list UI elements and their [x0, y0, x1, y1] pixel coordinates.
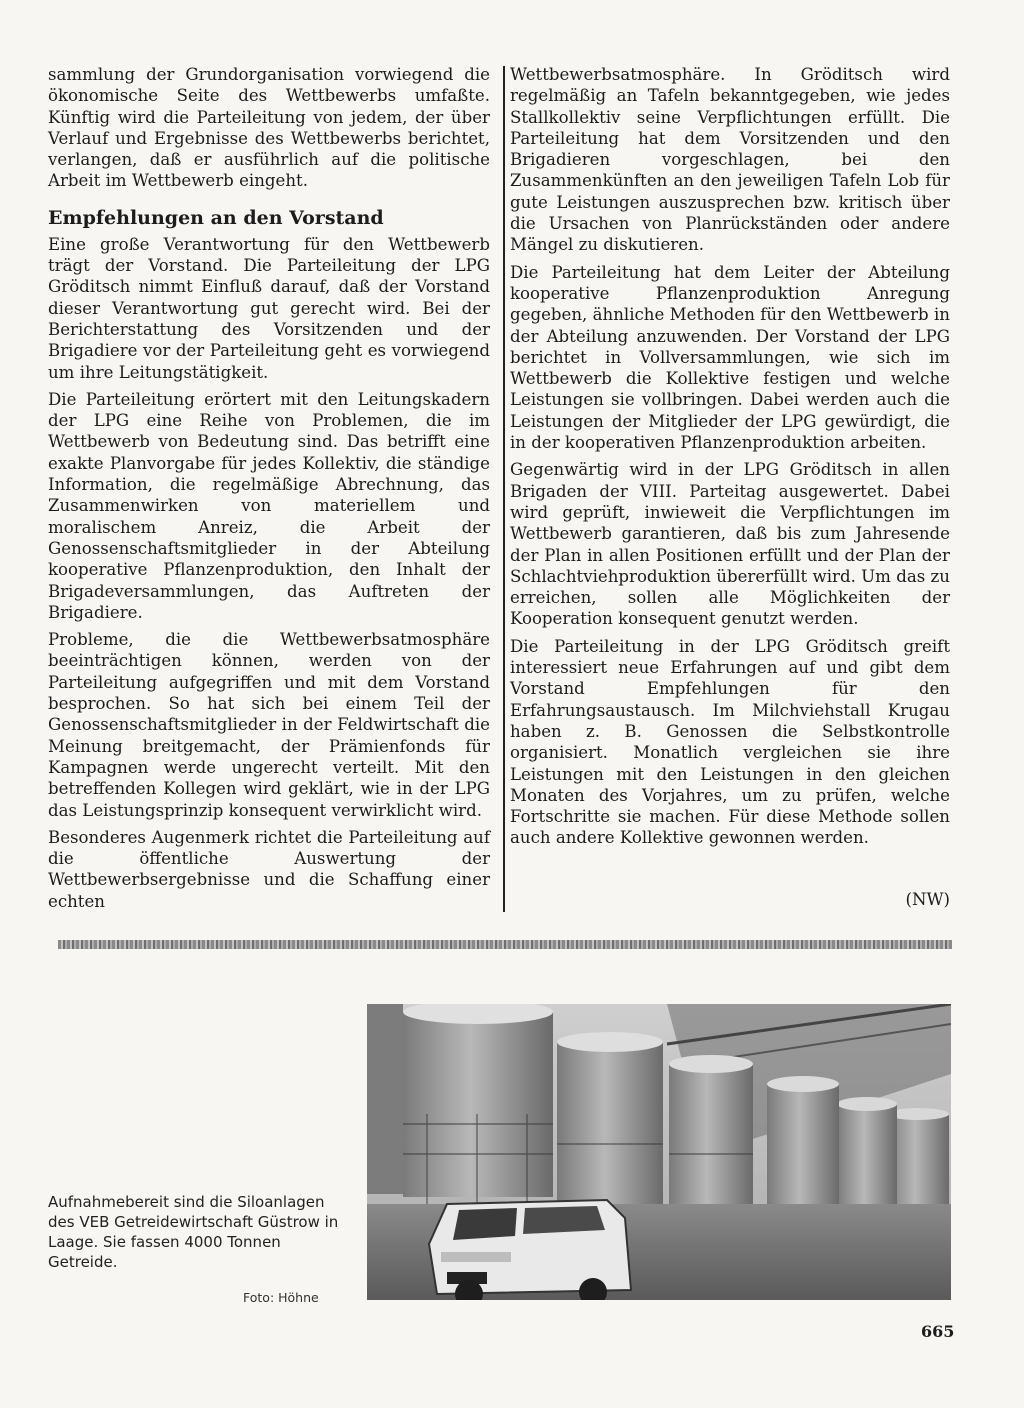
decorative-band: [58, 940, 952, 949]
page-number: 665: [921, 1322, 955, 1341]
paragraph: Wettbewerbsatmosphäre. In Gröditsch wird regelmäßig an Tafeln bekanntgegeben, wie jedes Stallkollektiv seine Verpflichtungen erfüllt. Die Parteileitung hat dem Vorsitzenden und den Brigadieren vorgeschlagen, bei den Zusammenkünften an den jeweiligen Tafeln Lob für gute Leistungen auszusprechen bzw. kritisch über die Ursachen von Planrückständen oder andere Mängel zu diskutieren.: [510, 65, 950, 255]
silo-photo-illustration: [367, 1004, 951, 1300]
photo-credit: Foto: Höhne: [243, 1290, 319, 1305]
paragraph: Gegenwärtig wird in der LPG Gröditsch in allen Brigaden der VIII. Parteitag ausgewertet. Dabei wird geprüft, inwieweit die Verpflichtungen im Wettbewerb garantieren, daß bis zum Jahresende der Plan in allen Positionen erfüllt und der Plan der Schlachtviehproduktion übererfüllt wird. Um das zu erreichen, sollen alle Möglichkeiten der Kooperation konsequent genutzt werden.: [510, 460, 950, 629]
paragraph: Die Parteileitung erörtert mit den Leitungskadern der LPG eine Reihe von Problemen, die im Wettbewerb von Bedeutung sind. Das betrifft eine exakte Planvorgabe für jedes Kollektiv, die ständige Information, die regelmäßige Abrechnung, das Zusammenwirken von materiellem und moralischem Anreiz, die Arbeit der Genossenschaftsmitglieder in der Abteilung kooperative Pflanzenproduktion, den Inhalt der Brigadeversammlungen, das Auftreten der Brigadiere.: [48, 389, 490, 622]
paragraph: Besonderes Augenmerk richtet die Parteileitung auf die öffentliche Auswertung der Wettbewerbsergebnisse und die Schaffung einer echten: [48, 827, 490, 911]
paragraph: Probleme, die die Wettbewerbsatmosphäre beeinträchtigen können, werden von der Parteileitung aufgegriffen und mit dem Vorstand besprochen. So hat sich bei einem Teil der Genossenschaftsmitglieder in der Feldwirtschaft die Meinung breitgemacht, der Prämienfonds für Kampagnen werde ungerecht verteilt. Mit den betreffenden Kollegen wird geklärt, wie in der LPG das Leistungsprinzip konsequent verwirklicht wird.: [48, 630, 490, 820]
right-column: [510, 64, 950, 855]
paragraph: Die Parteileitung in der LPG Gröditsch greift interessiert neue Erfahrungen auf und gibt dem Vorstand Empfehlungen für den Erfahrungsaustausch. Im Milchviehstall Krugau haben z. B. Genossen die Selbstkontrolle organisiert. Monatlich vergleichen sie ihre Leistungen mit den Leistungen in den gleichen Monaten des Vorjahres, um zu prüfen, welche Fortschritte sie machen. Für diese Methode sollen auch andere Kollektive gewonnen werden.: [510, 636, 950, 848]
paragraph: Eine große Verantwortung für den Wettbewerb trägt der Vorstand. Die Parteileitung der LPG Gröditsch nimmt Einfluß darauf, daß der Vorstand dieser Verantwortung gut gerecht wird. Bei der Berichterstattung des Vorsitzenden und der Brigadiere vor der Parteileitung geht es vorwiegend um ihre Leitungstätigkeit.: [48, 234, 490, 382]
left-column: [48, 64, 490, 918]
van-shape: [429, 1200, 631, 1300]
photo-caption: Aufnahmebereit sind die Siloanlagen des VEB Getreidewirtschaft Güstrow in Laage. Sie fassen 4000 Tonnen Getreide.: [48, 1193, 339, 1271]
intro-paragraph: sammlung der Grundorganisation vorwiegend die ökonomische Seite des Wettbewerbs umfaßte. Künftig wird die Parteileitung von jedem, der über Verlauf und Ergebnisse des Wettbewerbs berichtet, verlangen, daß er ausführlich auf die politische Arbeit im Wettbewerb eingeht.: [48, 65, 490, 191]
photo-silos: [367, 1004, 951, 1300]
section-heading: Empfehlungen an den Vorstand: [48, 206, 384, 229]
column-divider: [503, 66, 505, 912]
paragraph: Die Parteileitung hat dem Leiter der Abteilung kooperative Pflanzenproduktion Anregung gegeben, ähnliche Methoden für den Wettbewerb in der Abteilung anzuwenden. Der Vorstand der LPG berichtet in Vollversammlungen, wie sich im Wettbewerb die Kollektive festigen und welche Leistungen sie vollbringen. Dabei werden auch die Leistungen der Mitglieder der LPG gewürdigt, die in der kooperativen Pflanzenproduktion arbeiten.: [510, 262, 950, 453]
author-signature: (NW): [905, 890, 950, 909]
